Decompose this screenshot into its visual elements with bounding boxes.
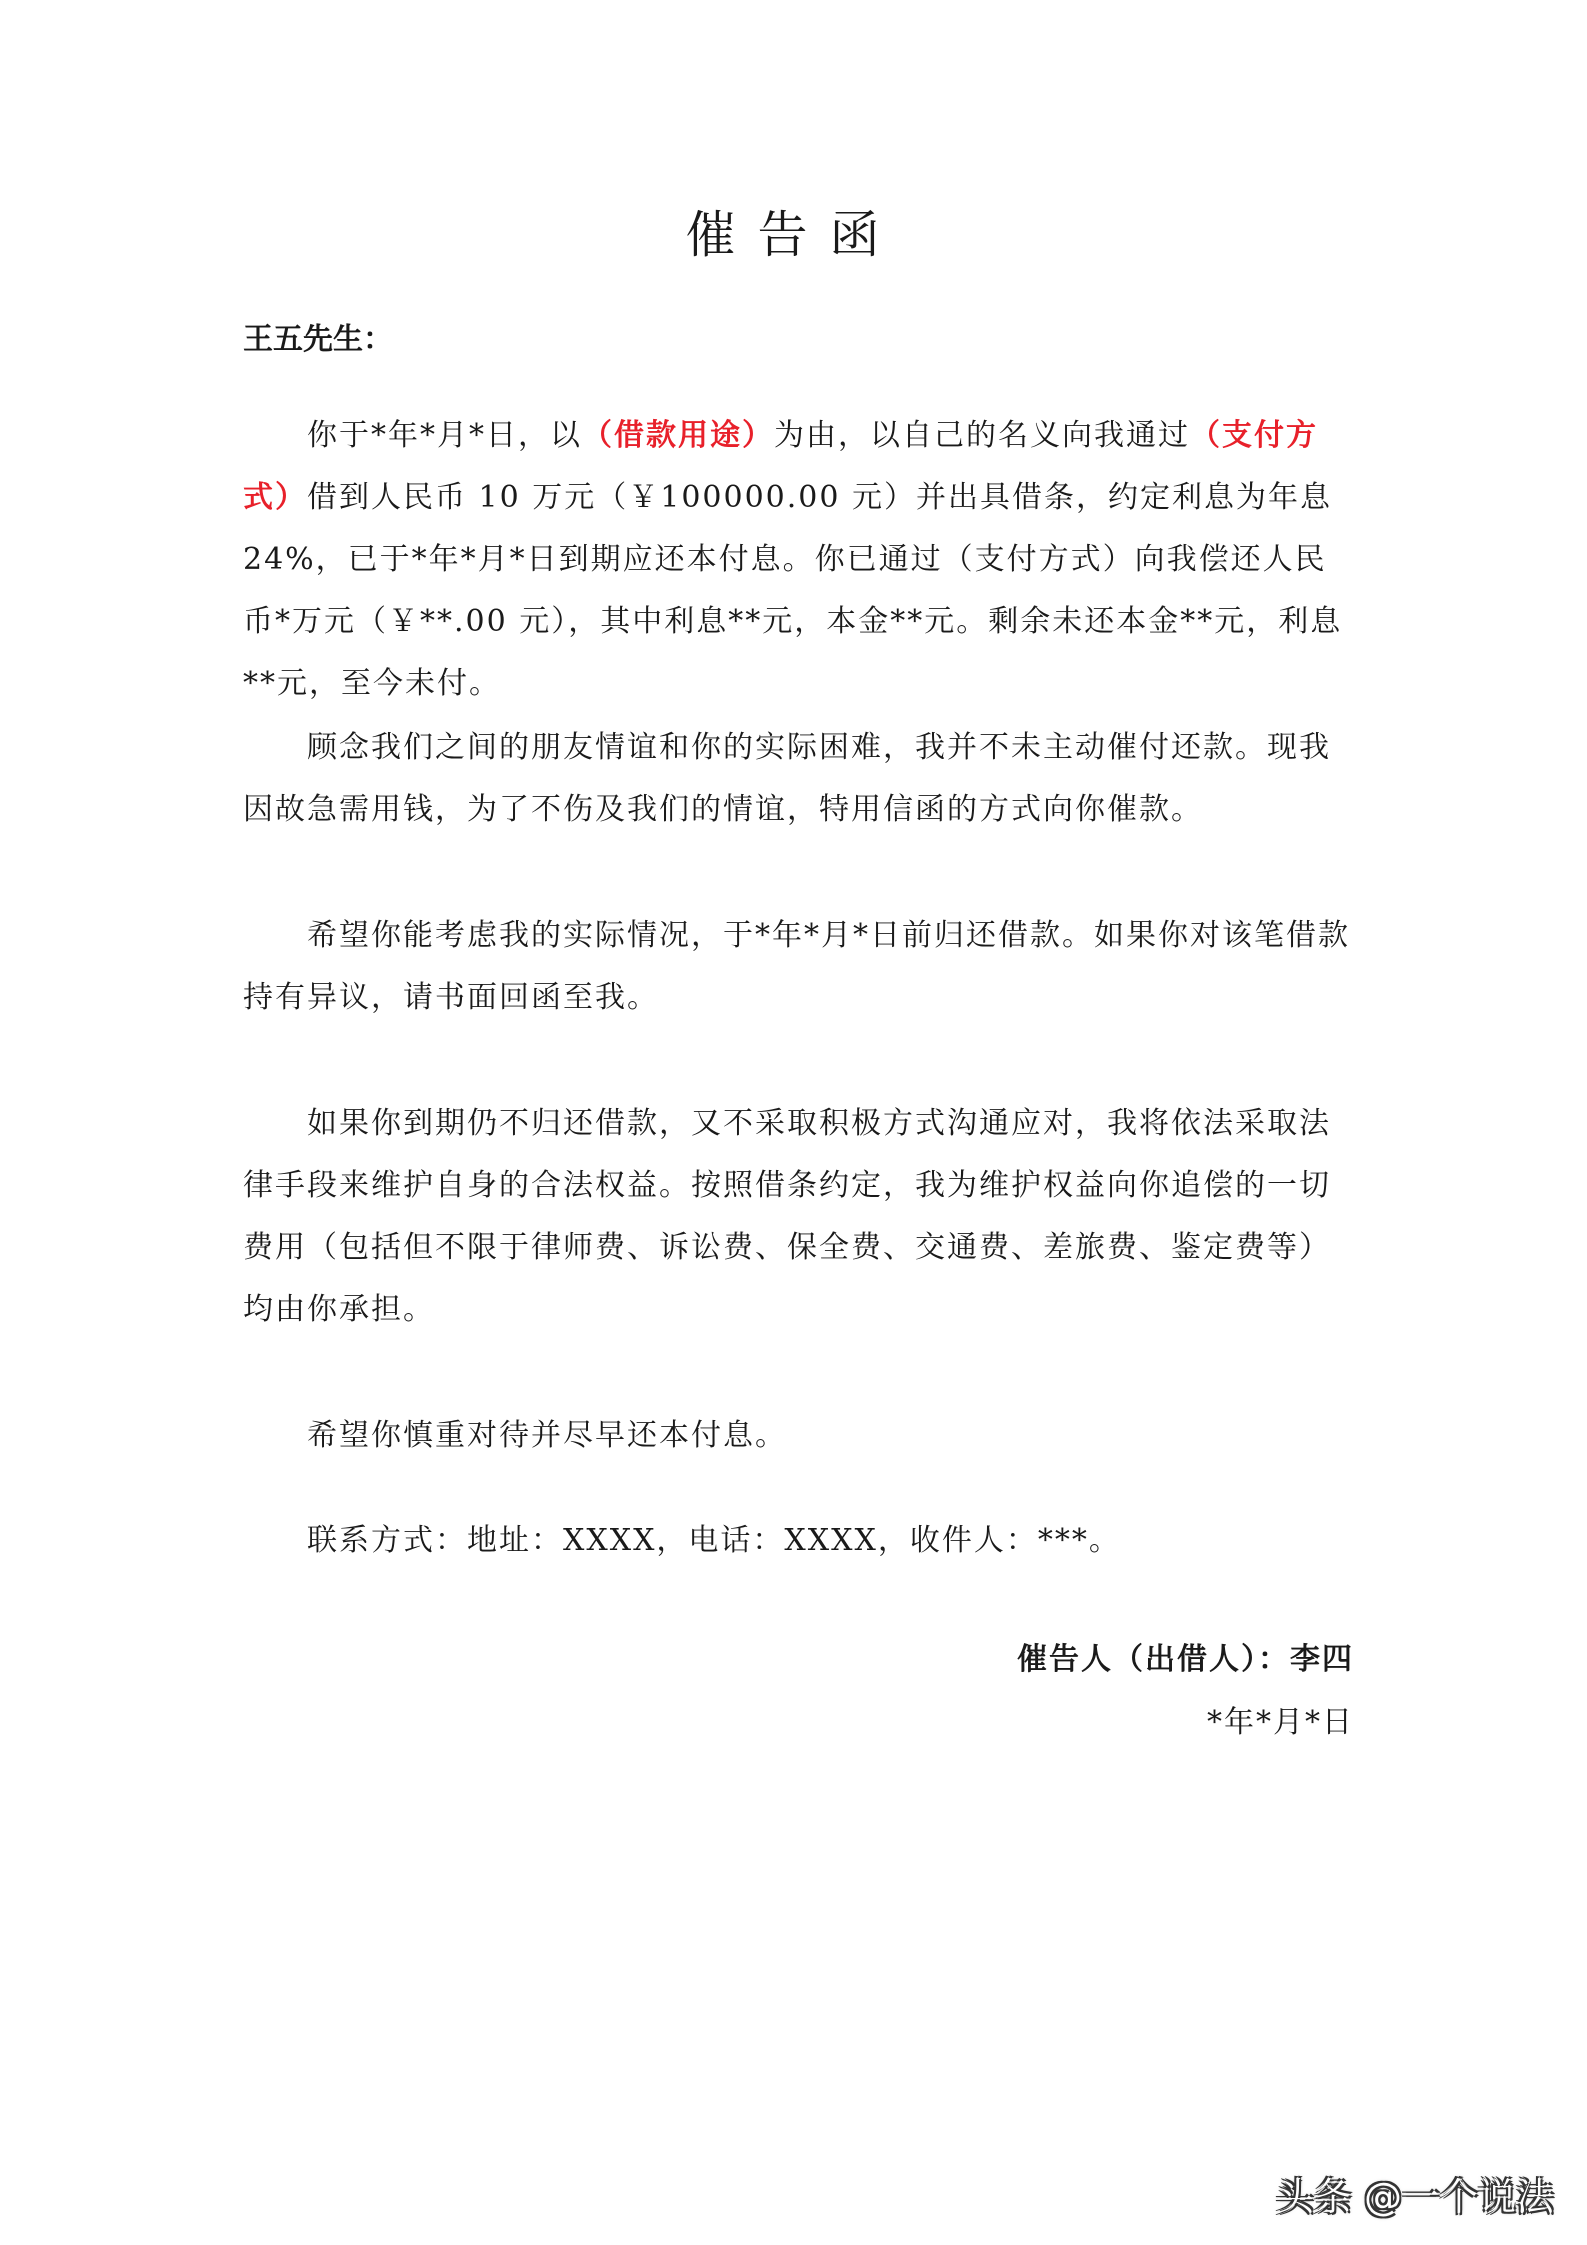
paragraph-deadline: 希望你能考虑我的实际情况，于*年*月*日前归还借款。如果你对该笔借款持有异议，请书面回函至我。 <box>243 918 1350 1015</box>
paragraph-legal-action: 如果你到期仍不归还借款，又不采取积极方式沟通应对，我将依法采取法律手段来维护自身的合法权益。按照借条约定，我为维护权益向你追偿的一切费用（包括但不限于律师费、诉讼费、保全费、交通费、差旅费、鉴定费等）均由你承担。 <box>243 1106 1331 1327</box>
document-title: 催告函 <box>685 206 902 264</box>
signature-date: *年*月*日 <box>1207 1705 1354 1740</box>
paragraph-closing: 希望你慎重对待并尽早还本付息。 <box>307 1418 787 1453</box>
paragraph-reason: 顾念我们之间的朋友情谊和你的实际困难，我并不未主动催付还款。现我因故急需用钱，为了不伤及我们的情谊，特用信函的方式向你催款。 <box>243 730 1331 827</box>
paragraph-loan-details <box>243 405 1353 715</box>
watermark: 头条 @一个说法 <box>1275 2175 1554 2219</box>
paragraph-text-part: 为由，以自己的名义向我通过 <box>774 418 1190 453</box>
paragraph-text-part: 你于*年*月*日，以 <box>307 418 582 453</box>
signer: 催告人（出借人）：李四 <box>1017 1642 1354 1677</box>
paragraph-contact: 联系方式：地址：XXXX，电话：XXXX，收件人：***。 <box>307 1523 1121 1558</box>
salutation: 王五先生： <box>243 322 393 357</box>
paragraph-text-part: 借到人民币 10 万元（￥100000.00 元）并出具借条，约定利息为年息 24%，已于*年*月*日到期应还本付息。你已通过（支付方式）向我偿还人民币*万元（￥**.00 元），其中利息**元，本金**元。剩余未还本金**元，利息**元，至今未付。 <box>243 480 1343 701</box>
payment-method-placeholder: （支付方式） <box>243 418 1318 515</box>
loan-purpose-placeholder: （借款用途） <box>582 418 774 453</box>
